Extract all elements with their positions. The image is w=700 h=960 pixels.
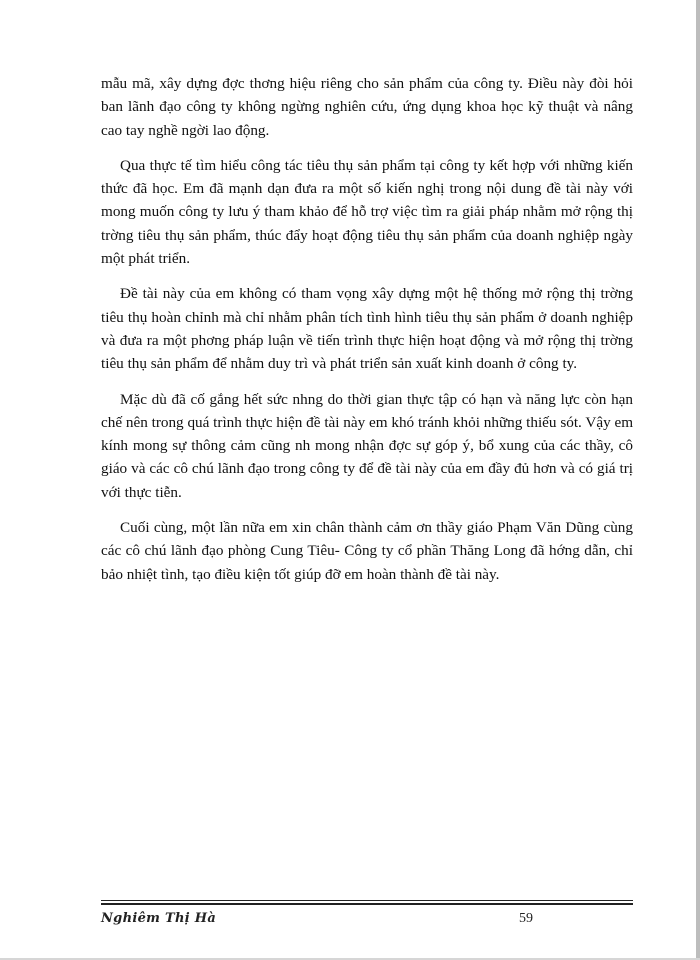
paragraph-4: Mặc dù đã cố gắng hết sức nhng do thời gian thực tập có hạn và năng lực còn hạn chế nên trong quá trình thực hiện đề tài này em khó tránh khỏi những thiếu sót. Vậy em kính mong sự thông cảm cũng nh mong nhận đợc sự góp ý, bổ xung của các thầy, cô giáo và các cô chú lãnh đạo trong công ty để đề tài này của em đầy đủ hơn và có giá trị với thực tiễn. bbox=[101, 390, 637, 501]
page-edge-right bbox=[696, 0, 700, 960]
page-number: 59 bbox=[519, 911, 533, 926]
page-footer bbox=[101, 900, 633, 931]
paragraph-3: Đề tài này của em không có tham vọng xây dựng một hệ thống mở rộng thị trờng tiêu thụ hoàn chỉnh mà chỉ nhằm phân tích tình hình tiêu thụ sản phẩm ở doanh nghiệp và đưa ra một phơng pháp luận về tiến trình thực hiện hoạt động và mở rộng thị trờng tiêu thụ sản phẩm để nhằm duy trì và phát triển sản xuất kinh doanh ở công ty. bbox=[101, 285, 637, 373]
footer-author: Nghiêm Thị Hà bbox=[101, 911, 217, 926]
paragraph-2: Qua thực tế tìm hiểu công tác tiêu thụ sản phẩm tại công ty kết hợp với những kiến thức đã học. Em đã mạnh dạn đưa ra một số kiến nghị trong nội dung đề tài này với mong muốn công ty lưu ý tham khảo để hỗ trợ việc tìm ra giải pháp nhằm mở rộng thị trờng tiêu thụ sản phẩm, thúc đẩy hoạt động tiêu thụ sản phẩm của doanh nghiệp ngày một phát triển. bbox=[101, 156, 637, 268]
paragraph-5: Cuối cùng, một lần nữa em xin chân thành cảm ơn thầy giáo Phạm Văn Dũng cùng các cô chú lãnh đạo phòng Cung Tiêu- Công ty cổ phần Thăng Long đã hớng dẫn, chỉ bảo nhiệt tình, tạo điều kiện tốt giúp đỡ em hoàn thành đề tài này. bbox=[101, 519, 637, 583]
footer-row bbox=[101, 905, 633, 931]
paragraph-1: mẫu mã, xây dựng đợc thơng hiệu riêng cho sản phẩm của công ty. Điều này đòi hỏi ban lãnh đạo công ty không ngừng nghiên cứu, ứng dụng khoa học kỹ thuật và nâng cao tay nghề ngời lao động. bbox=[101, 75, 637, 139]
document-body bbox=[101, 72, 637, 598]
